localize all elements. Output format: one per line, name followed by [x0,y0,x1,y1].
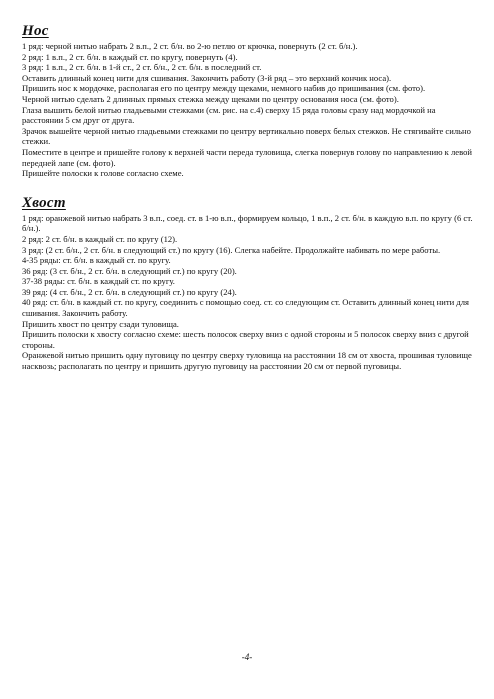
section-title-nose: Нос [22,23,49,39]
document-page [22,22,474,372]
paragraph: 3 ряд: 1 в.п., 2 ст. б/н. в 1-й ст., 2 ст. б/н., 2 ст. б/н. в последний ст. [22,62,262,73]
paragraph: Оранжевой нитью пришить одну пуговицу по центру сверху туловища на расстоянии 18 см от хвоста, прошивая туловище насквозь; располагать по центру и пришить другую пуговицу на расстоянии 20 см от первой пуговицы. [22,350,472,372]
paragraph: Пришить полоски к хвосту согласно схеме: шесть полосок сверху вниз с одной стороны и 5 полосок сверху вниз с другой стороны. [22,329,469,350]
paragraph: 39 ряд: (4 ст. б/н., 2 ст. б/н. в следующий ст.) по кругу (24). [22,286,237,297]
section-title-tail: Хвост [22,194,66,211]
paragraph: Зрачок вышейте черной нитью гладьевыми стежками по центру вертикально поверх белых стежков. Не стягивайте сильно стежки. [22,125,471,147]
paragraph: Пришить нос к мордочке, располагая его по центру между щеками, немного набив до пришивания (см. фото). [22,83,426,94]
paragraph: Глаза вышить белой нитью гладьевыми стежками (см. рис. на с.4) сверху 15 ряда головы сразу над мордочкой на расстоянии 5 см друг от друга. [22,104,436,126]
paragraph: 3 ряд: (2 ст. б/н., 2 ст. б/н. в следующий ст.) по кругу (16). Слегка набейте. Продолжайте набивать по мере работы. [22,244,441,255]
paragraph: 2 ряд: 1 в.п., 2 ст. б/н. в каждый ст. по кругу, повернуть (4). [22,51,238,62]
paragraph: Пришейте полоски к голове согласно схеме. [22,168,184,179]
paragraph: 36 ряд: (3 ст. б/н., 2 ст. б/н. в следующий ст.) по кругу (20). [22,265,237,276]
section-body-tail [22,213,474,372]
paragraph: 37-38 ряды: ст. б/н. в каждый ст. по кругу. [22,276,175,287]
paragraph: 1 ряд: оранжевой нитью набрать 3 в.п., соед. ст. в 1-ю в.п., формируем кольцо, 1 в.п., 2 ст. б/н. в каждую в.п. по кругу (6 ст. б/н.). [22,212,473,234]
paragraph: Пришить хвост по центру сзади туловища. [22,318,179,329]
paragraph: Черной нитью сделать 2 длинных прямых стежка между щеками по центру основания носа (см. фото). [22,93,399,104]
page-number: -4- [241,652,253,662]
paragraph: 1 ряд: черной нитью набрать 2 в.п., 2 ст. б/н. во 2-ю петлю от крючка, повернуть (2 ст. б/н.). [22,41,358,51]
paragraph: 4-35 ряды: ст. б/н. в каждый ст. по кругу. [22,255,171,266]
paragraph: 2 ряд: 2 ст. б/н. в каждый ст. по кругу (12). [22,233,178,244]
paragraph: Оставить длинный конец нити для сшивания. Закончить работу (3-й ряд – это верхний кончик носа). [22,72,392,83]
paragraph: Поместите в центре и пришейте голову к верхней части переда туловища, слегка повернув голову по направлению к левой передней лапе (см. фото). [22,146,472,168]
paragraph: 40 ряд: ст. б/н. в каждый ст. по кругу, соединить с помощью соед. ст. со следующим ст. Оставить длинный конец нити для сшивания. Закончить работу. [22,297,469,319]
section-body-nose [22,41,474,179]
